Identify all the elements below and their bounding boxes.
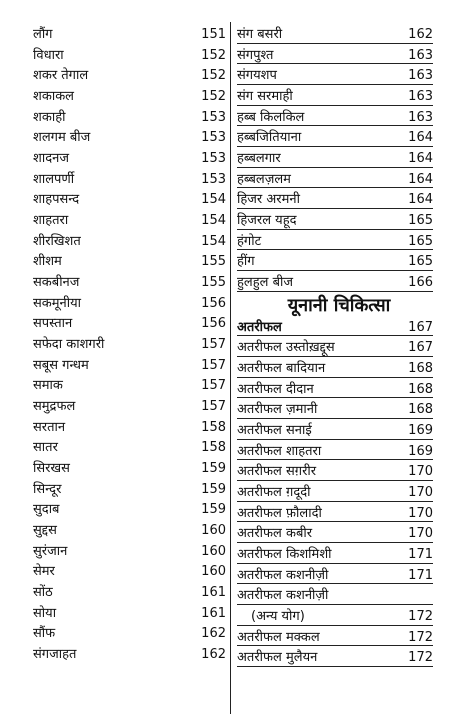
index-entry: [33, 108, 226, 129]
index-entry-page: 152: [201, 68, 226, 84]
index-entry-term: अतरीफल किशमिशी: [237, 547, 332, 563]
index-entry-term: सफेदा काशगरी: [33, 337, 105, 353]
index-entry-page: 153: [201, 151, 226, 167]
index-entry-page: 154: [201, 213, 226, 229]
index-entry-page: 172: [408, 609, 433, 625]
index-entry-page: 165: [408, 213, 433, 229]
index-entry: [237, 421, 433, 442]
index-entry: [33, 459, 226, 480]
index-entry-term: शालपर्णी: [33, 171, 75, 187]
index-entry-page: 170: [408, 464, 433, 480]
index-entry-term: अतरीफल मुलैयन: [237, 650, 318, 666]
index-entry-term: सपस्तान: [33, 316, 73, 332]
index-entry-page: 168: [408, 402, 433, 418]
index-entry-page: 172: [408, 629, 433, 645]
index-entry-term: शकाकल: [33, 89, 74, 105]
index-entry: [237, 338, 433, 359]
index-entry-page: 171: [408, 547, 433, 563]
index-entry: [33, 438, 226, 459]
index-entry-page: 157: [201, 357, 226, 373]
index-entry-page: 170: [408, 526, 433, 542]
index-entry-term: सिरखस: [33, 461, 70, 477]
index-entry-page: 162: [201, 626, 226, 642]
index-entry-page: 159: [201, 502, 226, 518]
index-entry: [33, 562, 226, 583]
index-column-right: [237, 25, 433, 669]
index-entry-page: 158: [201, 419, 226, 435]
index-entry: [33, 190, 226, 211]
section-heading-page: 167: [408, 319, 433, 335]
index-entry-term: सुरंजान: [33, 543, 68, 559]
index-entry-page: 172: [408, 650, 433, 666]
index-entry: [237, 149, 433, 170]
index-entry-term: सरतान: [33, 419, 66, 435]
index-entry-term: समाक: [33, 378, 63, 394]
index-entry-term: हंगोट: [237, 233, 262, 249]
index-entry-term: अतरीफल सग़रीर: [237, 464, 317, 480]
index-entry-page: 156: [201, 316, 226, 332]
index-entry: [237, 46, 433, 67]
index-entry: [237, 462, 433, 483]
section-title: यूनानी चिकित्सा: [287, 294, 391, 316]
index-entry: [33, 128, 226, 149]
index-entry-term: अतरीफल कशनीज़ी: [237, 567, 329, 583]
index-entry-page: 162: [201, 647, 226, 663]
index-entry: [33, 356, 226, 377]
index-entry-page: 171: [408, 567, 433, 583]
section-heading-row: [237, 318, 433, 339]
index-entry-page: 160: [201, 564, 226, 580]
index-entry: [237, 211, 433, 232]
index-entry: [33, 583, 226, 604]
index-entry-term: सबूस गन्धम: [33, 357, 89, 373]
index-entry-term: शाहपसन्द: [33, 192, 80, 208]
index-entry: [33, 624, 226, 645]
index-entry-page: 162: [408, 27, 433, 42]
index-entry-page: 164: [408, 192, 433, 208]
index-entry-page: 155: [201, 254, 226, 270]
index-entry-term: सोया: [33, 605, 57, 621]
index-entry: [33, 232, 226, 253]
index-entry-term: सातर: [33, 440, 58, 456]
index-entry: [33, 170, 226, 191]
index-entry-page: 161: [201, 605, 226, 621]
index-entry: [237, 273, 433, 294]
index-entry: [237, 25, 433, 46]
index-entry-term: संगयशप: [237, 68, 277, 84]
index-entry-page: 160: [201, 523, 226, 539]
index-entry: [237, 566, 433, 587]
index-entry-page: 164: [408, 130, 433, 146]
index-entry: [237, 400, 433, 421]
index-entry: [33, 542, 226, 563]
index-entry-page: 153: [201, 130, 226, 146]
index-entry: [33, 66, 226, 87]
index-entry-page: 168: [408, 381, 433, 397]
index-entry: [33, 294, 226, 315]
index-entry-term: सेमर: [33, 564, 55, 580]
index-entry-page: 157: [201, 337, 226, 353]
index-entry-term: सिन्दूर: [33, 481, 62, 497]
index-entry-term: संगपुश्त: [237, 47, 274, 63]
index-entry: [237, 252, 433, 273]
index-entry-term: संग सरमाही: [237, 89, 293, 105]
index-entry: [237, 66, 433, 87]
index-entry: [237, 380, 433, 401]
index-entry-term: शकाही: [33, 109, 66, 125]
index-entry-page: 160: [201, 543, 226, 559]
index-entry: [237, 170, 433, 191]
index-entry: [237, 483, 433, 504]
index-entry-term: हब्बलगार: [237, 151, 281, 167]
index-entry-page: 151: [201, 27, 226, 42]
index-entry-term: सकमूनीया: [33, 295, 82, 311]
index-entry: [237, 504, 433, 525]
index-entry: [33, 46, 226, 67]
index-entry: [33, 521, 226, 542]
index-entry: [33, 335, 226, 356]
index-entry-term: संगजाहत: [33, 647, 77, 663]
index-entry: [237, 190, 433, 211]
index-column-left: [33, 25, 226, 666]
index-entry: [33, 149, 226, 170]
index-entry-term: हब्बलज़लम: [237, 171, 291, 187]
index-entry: [237, 442, 433, 463]
index-entry-page: 170: [408, 485, 433, 501]
index-entry-page: 165: [408, 233, 433, 249]
index-entry-page: 163: [408, 47, 433, 63]
index-entry-page: 153: [201, 109, 226, 125]
index-entry-term: सकबीनज: [33, 275, 80, 291]
index-entry-term: अतरीफल शाहतरा: [237, 443, 322, 459]
index-entry-page: 159: [201, 481, 226, 497]
index-entry-page: 152: [201, 47, 226, 63]
index-entry: [237, 648, 433, 669]
index-entry-term: अतरीफल कबीर: [237, 526, 313, 542]
index-entry-page: 157: [201, 378, 226, 394]
index-entry-term: अतरीफल फ़ौलादी: [237, 505, 322, 521]
index-entry-term: समुद्रफल: [33, 399, 76, 415]
index-entry-page: 164: [408, 171, 433, 187]
index-entry-page: 168: [408, 361, 433, 377]
index-entry: [237, 87, 433, 108]
index-entry-term: अतरीफल मक्कल: [237, 629, 320, 645]
index-entry-page: 157: [201, 399, 226, 415]
index-entry: [237, 607, 433, 628]
index-entry: [33, 211, 226, 232]
index-entry: [237, 524, 433, 545]
index-entry-term: अतरीफल दीदान: [237, 381, 314, 397]
index-list-right-bottom: [237, 338, 433, 669]
index-entry-term: हुलहुल बीज: [237, 275, 294, 291]
index-entry-term: हींग: [237, 254, 255, 270]
index-entry: [33, 252, 226, 273]
index-entry-page: 163: [408, 68, 433, 84]
index-entry-term: शीरखिशत: [33, 233, 81, 249]
index-entry-page: 169: [408, 423, 433, 439]
index-entry-page: 166: [408, 275, 433, 291]
index-entry-page: 170: [408, 505, 433, 521]
index-entry-term: हब्बजितियाना: [237, 130, 302, 146]
index-entry: [33, 645, 226, 666]
index-entry: [237, 628, 433, 649]
index-entry-term: अतरीफल सनाई: [237, 423, 312, 439]
index-entry: [237, 359, 433, 380]
index-entry-term: हिजरल यहूद: [237, 213, 297, 229]
index-entry-term: हब्ब किलकिल: [237, 109, 305, 125]
index-entry: [237, 545, 433, 566]
index-entry: [237, 586, 433, 607]
index-entry: [33, 604, 226, 625]
index-entry: [33, 87, 226, 108]
index-entry-term: शीशम: [33, 254, 62, 270]
index-entry-term: शलगम बीज: [33, 130, 91, 146]
index-entry-page: 154: [201, 192, 226, 208]
index-entry-term: अतरीफल ज़मानी: [237, 402, 318, 418]
index-entry-term: सुद्दस: [33, 523, 57, 539]
index-entry-page: 158: [201, 440, 226, 456]
index-entry-term: (अन्य योग): [251, 609, 305, 625]
index-entry-term: अतरीफल ग़दूदी: [237, 485, 311, 501]
index-entry-term: लौंग: [33, 27, 53, 42]
index-entry: [33, 500, 226, 521]
index-entry-page: 152: [201, 89, 226, 105]
index-entry-page: 163: [408, 109, 433, 125]
index-entry-term: अतरीफल बादियान: [237, 361, 326, 377]
index-entry-term: सोंठ: [33, 585, 53, 601]
index-entry-term: शाहतरा: [33, 213, 69, 229]
index-entry-term: हिजर अरमनी: [237, 192, 300, 208]
index-entry-page: 159: [201, 461, 226, 477]
index-entry-term: शकर तेगाल: [33, 68, 89, 84]
index-entry-term: विधारा: [33, 47, 64, 63]
index-entry: [33, 397, 226, 418]
index-entry-page: 167: [408, 340, 433, 356]
index-entry: [33, 376, 226, 397]
index-entry: [237, 108, 433, 129]
index-entry: [33, 273, 226, 294]
index-entry: [33, 480, 226, 501]
index-entry-page: 154: [201, 233, 226, 249]
index-entry-page: 155: [201, 275, 226, 291]
index-entry-page: 156: [201, 295, 226, 311]
index-entry: [237, 128, 433, 149]
index-entry-page: 161: [201, 585, 226, 601]
index-entry-page: 163: [408, 89, 433, 105]
index-entry-term: अतरीफल कशनीज़ी: [237, 588, 329, 604]
index-entry-term: संग बसरी: [237, 27, 283, 42]
index-entry-page: 153: [201, 171, 226, 187]
index-entry-page: 169: [408, 443, 433, 459]
index-entry: [33, 418, 226, 439]
section-heading-label: अतरीफल: [237, 319, 282, 335]
index-entry-term: शादनज: [33, 151, 69, 167]
index-entry: [33, 314, 226, 335]
index-entry-page: 164: [408, 151, 433, 167]
index-entry: [237, 232, 433, 253]
index-entry-term: सौंफ: [33, 626, 56, 642]
index-entry-term: अतरीफल उस्तोख़द्दूस: [237, 340, 335, 356]
index-list-right-top: [237, 25, 433, 294]
index-entry-page: 165: [408, 254, 433, 270]
index-entry: [33, 25, 226, 46]
column-divider: [230, 22, 231, 714]
index-entry-term: सुदाब: [33, 502, 60, 518]
